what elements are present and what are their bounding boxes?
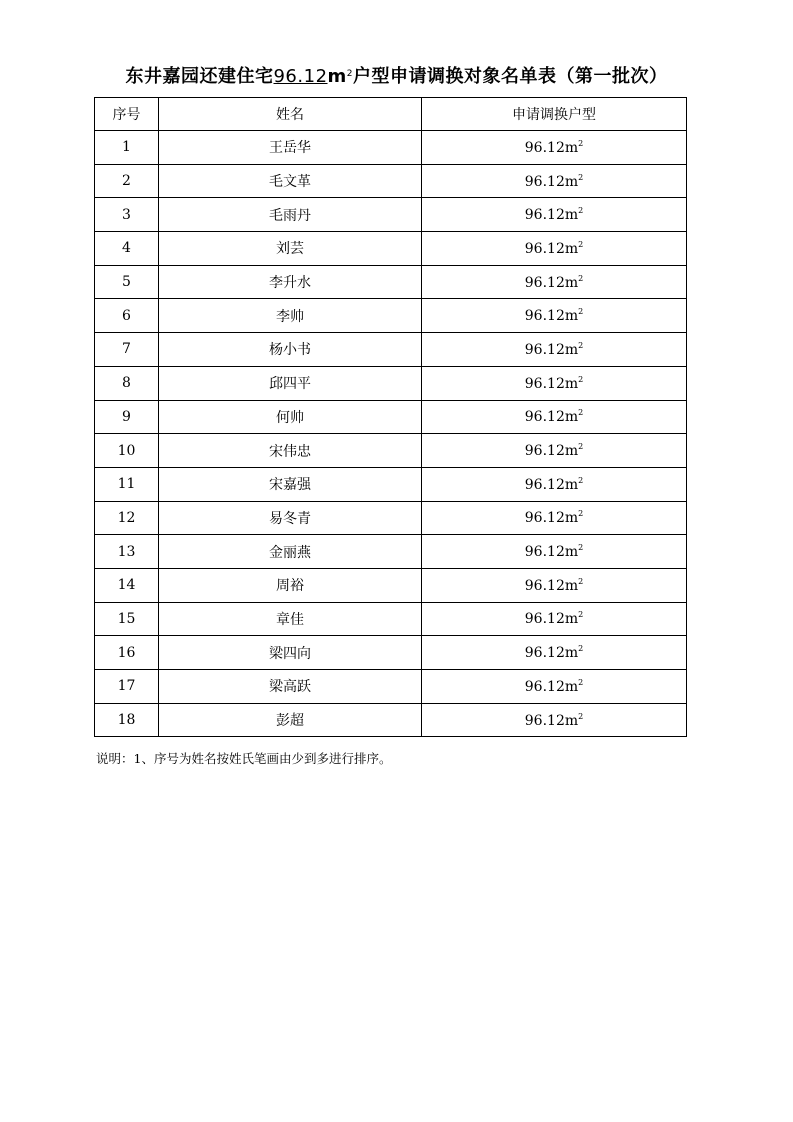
- table-row: [95, 299, 687, 333]
- table-row: [95, 467, 687, 501]
- header-seq: 序号: [95, 98, 159, 131]
- row-type-unit-superscript: 2: [578, 543, 584, 553]
- table-row: [95, 400, 687, 434]
- title-unit: m: [327, 66, 347, 87]
- row-type-value: 96.12m: [524, 712, 579, 729]
- row-type-value: 96.12m: [524, 577, 579, 594]
- row-type-value: 96.12m: [524, 544, 579, 561]
- row-type-value: 96.12m: [524, 274, 579, 291]
- row-type-value: 96.12m: [524, 611, 579, 628]
- title-area: 96.12: [273, 66, 328, 87]
- row-name: 宋伟忠: [159, 434, 422, 468]
- row-type-value: 96.12m: [524, 207, 579, 224]
- row-seq: 15: [95, 602, 159, 636]
- row-type-value: 96.12m: [524, 476, 579, 493]
- row-type: [422, 299, 687, 333]
- row-type: [422, 131, 687, 165]
- row-type: [422, 467, 687, 501]
- row-type: [422, 434, 687, 468]
- row-type-value: 96.12m: [524, 645, 579, 662]
- row-name: 毛雨丹: [159, 198, 422, 232]
- row-type-unit-superscript: 2: [578, 711, 584, 721]
- row-type-unit-superscript: 2: [578, 307, 584, 317]
- row-seq: 17: [95, 670, 159, 704]
- row-name: 杨小书: [159, 333, 422, 367]
- row-type-unit-superscript: 2: [578, 442, 584, 452]
- row-name: 李升水: [159, 265, 422, 299]
- row-seq: 2: [95, 164, 159, 198]
- row-type: [422, 366, 687, 400]
- row-type: [422, 400, 687, 434]
- table-row: [95, 198, 687, 232]
- row-type: [422, 670, 687, 704]
- row-type-unit-superscript: 2: [578, 273, 584, 283]
- row-seq: 5: [95, 265, 159, 299]
- row-name: 何帅: [159, 400, 422, 434]
- row-type: [422, 164, 687, 198]
- row-seq: 3: [95, 198, 159, 232]
- row-type-unit-superscript: 2: [578, 408, 584, 418]
- row-type-value: 96.12m: [524, 308, 579, 325]
- table-row: [95, 636, 687, 670]
- header-type: 申请调换户型: [422, 98, 687, 131]
- table-row: [95, 535, 687, 569]
- row-type-value: 96.12m: [524, 240, 579, 257]
- row-name: 邱四平: [159, 366, 422, 400]
- footnote: 说明：1、序号为姓名按姓氏笔画由少到多进行排序。: [96, 751, 392, 766]
- row-name: 宋嘉强: [159, 467, 422, 501]
- row-type-value: 96.12m: [524, 375, 579, 392]
- row-type-unit-superscript: 2: [578, 576, 584, 586]
- row-type: [422, 232, 687, 266]
- row-name: 李帅: [159, 299, 422, 333]
- row-name: 章佳: [159, 602, 422, 636]
- row-type: [422, 636, 687, 670]
- row-type-unit-superscript: 2: [578, 206, 584, 216]
- row-name: 梁四向: [159, 636, 422, 670]
- row-name: 毛文革: [159, 164, 422, 198]
- table-row: [95, 333, 687, 367]
- table-row: [95, 164, 687, 198]
- row-type: [422, 602, 687, 636]
- row-type-value: 96.12m: [524, 409, 579, 426]
- title-suffix: 户型申请调换对象名单表（第一批次）: [353, 66, 668, 87]
- table-header-row: [95, 98, 687, 131]
- row-type: [422, 501, 687, 535]
- row-seq: 11: [95, 467, 159, 501]
- table-row: [95, 568, 687, 602]
- title-area-highlight: [273, 66, 327, 87]
- row-type-value: 96.12m: [524, 139, 579, 156]
- row-type-unit-superscript: 2: [578, 610, 584, 620]
- row-type-value: 96.12m: [524, 443, 579, 460]
- table-row: [95, 434, 687, 468]
- title-unit-superscript: 2: [346, 69, 354, 79]
- row-type-unit-superscript: 2: [578, 239, 584, 249]
- row-type: [422, 333, 687, 367]
- row-type-unit-superscript: 2: [578, 340, 584, 350]
- row-type: [422, 535, 687, 569]
- row-seq: 18: [95, 703, 159, 737]
- row-name: 梁高跃: [159, 670, 422, 704]
- table-row: [95, 703, 687, 737]
- row-name: 彭超: [159, 703, 422, 737]
- row-type-unit-superscript: 2: [578, 475, 584, 485]
- row-type: [422, 703, 687, 737]
- row-seq: 13: [95, 535, 159, 569]
- table-row: [95, 602, 687, 636]
- row-type-unit-superscript: 2: [578, 644, 584, 654]
- table-row: [95, 366, 687, 400]
- row-seq: 12: [95, 501, 159, 535]
- table-row: [95, 131, 687, 165]
- applicant-table: [94, 97, 687, 737]
- table-row: [95, 265, 687, 299]
- row-seq: 14: [95, 568, 159, 602]
- row-type-unit-superscript: 2: [578, 374, 584, 384]
- row-type: [422, 568, 687, 602]
- table-row: [95, 232, 687, 266]
- row-name: 周裕: [159, 568, 422, 602]
- row-seq: 6: [95, 299, 159, 333]
- row-type: [422, 198, 687, 232]
- row-type-value: 96.12m: [524, 341, 579, 358]
- row-type-value: 96.12m: [524, 678, 579, 695]
- row-type: [422, 265, 687, 299]
- header-name: 姓名: [159, 98, 422, 131]
- row-seq: 10: [95, 434, 159, 468]
- document-title: [0, 62, 793, 88]
- row-seq: 1: [95, 131, 159, 165]
- row-seq: 8: [95, 366, 159, 400]
- row-type-unit-superscript: 2: [578, 172, 584, 182]
- row-type-value: 96.12m: [524, 510, 579, 527]
- row-type-value: 96.12m: [524, 173, 579, 190]
- row-name: 王岳华: [159, 131, 422, 165]
- row-name: 刘芸: [159, 232, 422, 266]
- table-row: [95, 501, 687, 535]
- row-name: 易冬青: [159, 501, 422, 535]
- row-seq: 4: [95, 232, 159, 266]
- row-seq: 9: [95, 400, 159, 434]
- row-type-unit-superscript: 2: [578, 677, 584, 687]
- row-seq: 16: [95, 636, 159, 670]
- row-type-unit-superscript: 2: [578, 138, 584, 148]
- row-type-unit-superscript: 2: [578, 509, 584, 519]
- row-name: 金丽燕: [159, 535, 422, 569]
- table-row: [95, 670, 687, 704]
- row-seq: 7: [95, 333, 159, 367]
- title-prefix: 东井嘉园还建住宅: [125, 66, 274, 87]
